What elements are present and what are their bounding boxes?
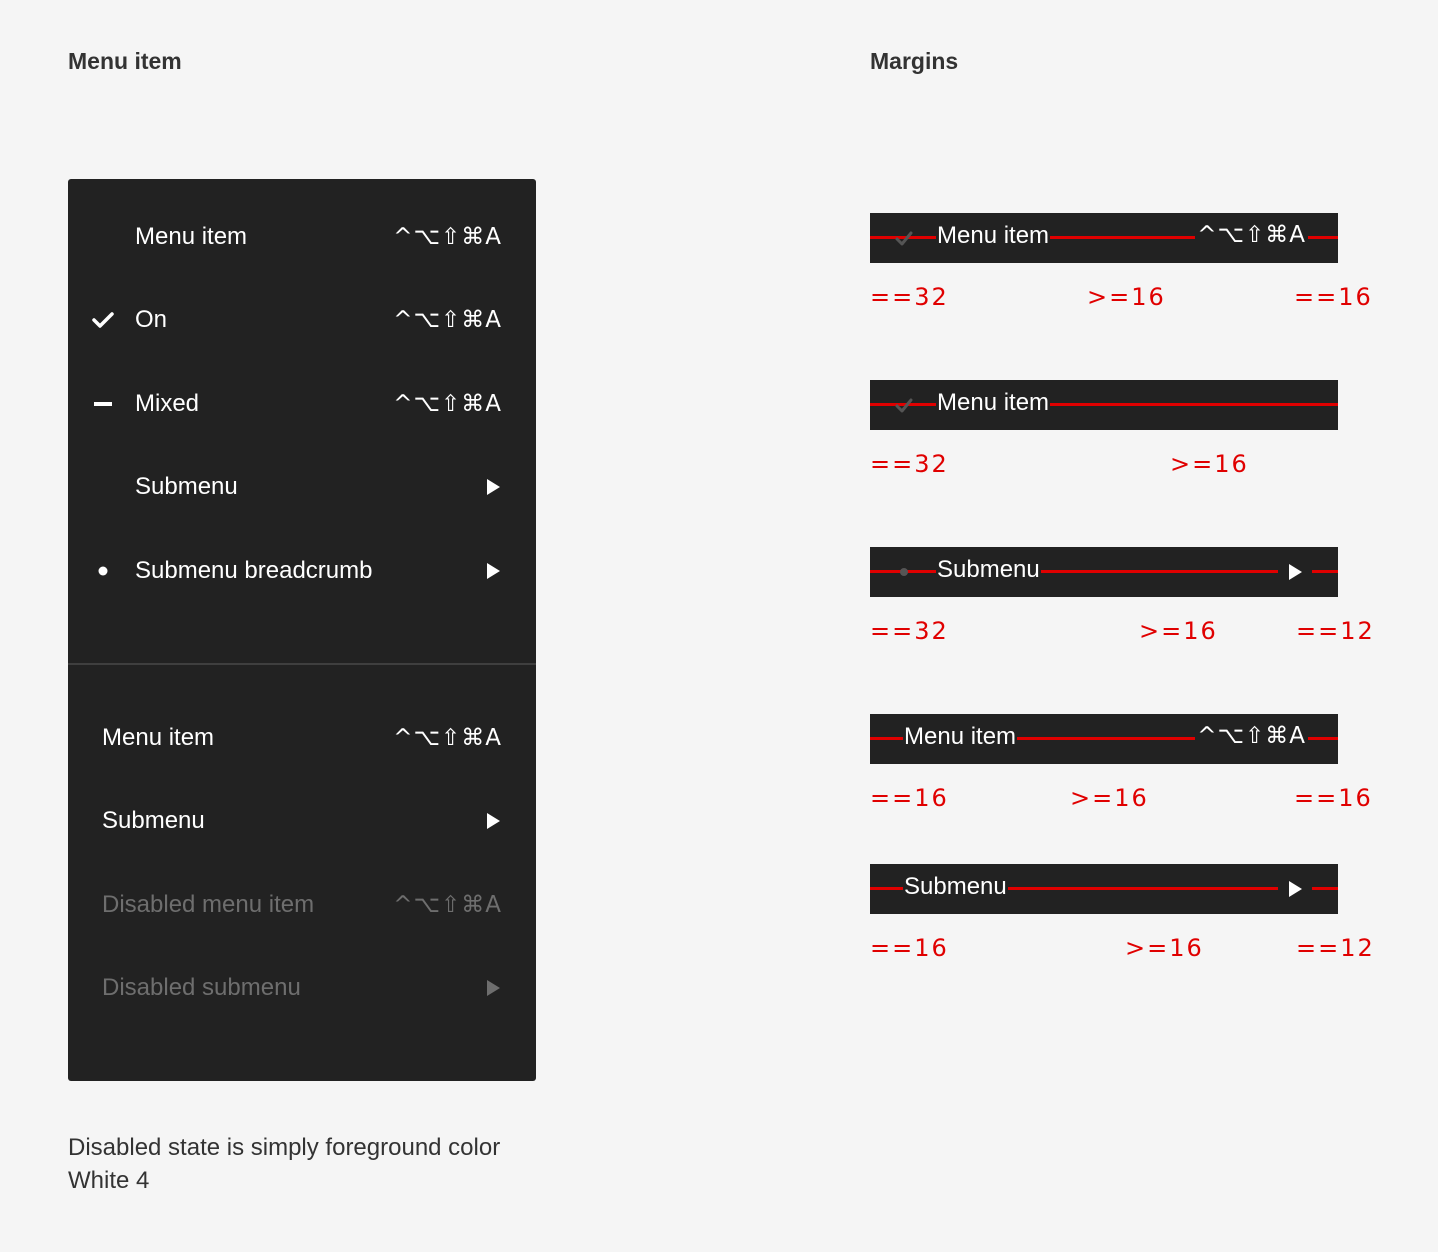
measure-gap: >=16 <box>1125 934 1204 962</box>
menu-item-section-title: Menu item <box>68 48 182 74</box>
measure-trailing: ==16 <box>1294 784 1373 812</box>
submenu-arrow-icon <box>487 813 500 829</box>
diagram-shortcut: ^⌥⇧⌘A <box>1197 222 1306 248</box>
menu-item-label: Mixed <box>135 390 200 417</box>
margin-guide-line <box>1312 887 1338 890</box>
measure-trailing: >=16 <box>1170 450 1249 478</box>
margin-diagram-menu-item <box>870 380 1338 430</box>
check-icon <box>894 394 914 416</box>
diagram-label: Submenu <box>904 873 1007 900</box>
menu-item-shortcut: ^⌥⇧⌘A <box>393 224 502 250</box>
menu-item-label: Disabled menu item <box>102 891 315 918</box>
submenu-arrow-icon <box>1289 564 1302 580</box>
diagram-label: Submenu <box>937 556 1040 583</box>
menu-panel <box>68 179 536 1081</box>
menu-item-shortcut: ^⌥⇧⌘A <box>393 892 502 918</box>
measure-leading: ==32 <box>870 450 949 478</box>
measure-leading: ==16 <box>870 934 949 962</box>
menu-row-menu-item[interactable] <box>68 718 536 758</box>
menu-item-label: Menu item <box>135 223 248 250</box>
dot-icon <box>88 551 118 591</box>
margin-guide-line <box>1312 570 1338 573</box>
dot-icon <box>894 561 914 583</box>
menu-item-label: On <box>135 306 168 333</box>
menu-item-shortcut: ^⌥⇧⌘A <box>393 307 502 333</box>
margin-diagram-menu-item-no-mark <box>870 714 1338 764</box>
submenu-arrow-icon <box>1289 881 1302 897</box>
menu-item-shortcut: ^⌥⇧⌘A <box>393 391 502 417</box>
diagram-label: Menu item <box>904 723 1017 750</box>
menu-row-disabled-submenu <box>68 968 536 1008</box>
measure-leading: ==16 <box>870 784 949 812</box>
measure-trailing: ==12 <box>1296 617 1375 645</box>
diagram-label: Menu item <box>937 222 1050 249</box>
measure-leading: ==32 <box>870 617 949 645</box>
menu-row-mixed[interactable] <box>68 384 536 424</box>
menu-item-shortcut: ^⌥⇧⌘A <box>393 725 502 751</box>
submenu-arrow-icon <box>487 563 500 579</box>
margin-diagram-submenu-with-mark <box>870 547 1338 597</box>
submenu-arrow-icon <box>487 479 500 495</box>
menu-item-label: Submenu <box>102 807 205 834</box>
measure-trailing: ==16 <box>1294 283 1373 311</box>
menu-item-label: Submenu breadcrumb <box>135 557 373 584</box>
menu-item-label: Submenu <box>135 473 238 500</box>
menu-row-menu-item[interactable] <box>68 217 536 257</box>
margin-guide-line <box>870 570 1278 573</box>
measure-gap: >=16 <box>1139 617 1218 645</box>
margin-diagram-submenu-no-mark <box>870 864 1338 914</box>
menu-row-submenu[interactable] <box>68 801 536 841</box>
diagram-label: Menu item <box>937 389 1050 416</box>
menu-row-submenu[interactable] <box>68 467 536 507</box>
menu-row-disabled-menu-item <box>68 885 536 925</box>
menu-item-label: Menu item <box>102 724 215 751</box>
measure-gap: >=16 <box>1087 283 1166 311</box>
margin-diagram-menu-item-with-shortcut <box>870 213 1338 263</box>
menu-item-label: Disabled submenu <box>102 974 301 1001</box>
submenu-arrow-icon <box>487 980 500 996</box>
measure-leading: ==32 <box>870 283 949 311</box>
dash-icon <box>88 384 118 424</box>
menu-row-on[interactable] <box>68 300 536 340</box>
diagram-shortcut: ^⌥⇧⌘A <box>1197 723 1306 749</box>
measure-gap: >=16 <box>1070 784 1149 812</box>
measure-trailing: ==12 <box>1296 934 1375 962</box>
menu-separator <box>68 663 536 665</box>
margins-section-title: Margins <box>870 48 959 74</box>
menu-row-submenu-breadcrumb[interactable] <box>68 551 536 591</box>
check-icon <box>88 300 118 340</box>
disabled-state-caption: Disabled state is simply foreground color White 4 <box>68 1134 501 1194</box>
check-icon <box>894 227 914 249</box>
